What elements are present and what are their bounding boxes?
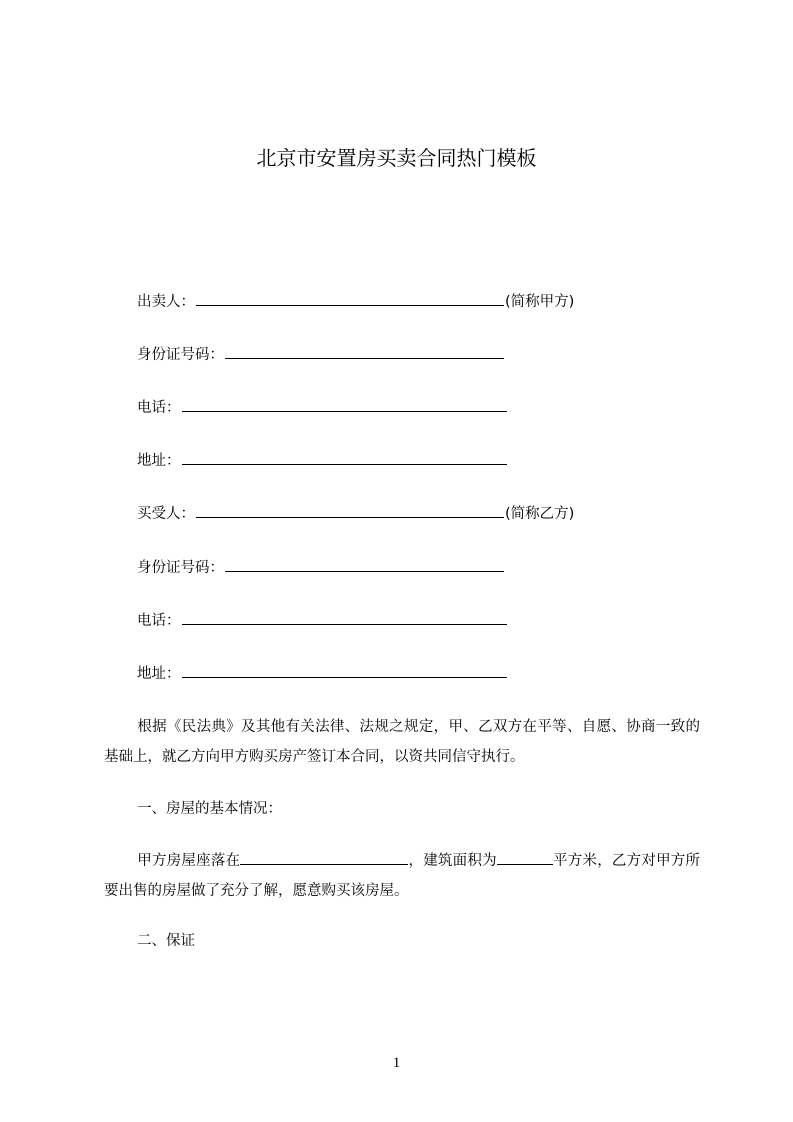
buyer-address-label: 地址： <box>137 666 181 682</box>
buyer-id-field <box>137 557 505 578</box>
seller-id-field <box>137 344 505 365</box>
seller-field <box>137 291 574 312</box>
seller-phone-field <box>137 397 508 418</box>
floor-area-blank[interactable] <box>497 850 553 865</box>
buyer-phone-label: 电话： <box>137 613 181 629</box>
section1-heading: 一、房屋的基本情况： <box>137 801 282 817</box>
seller-phone-label: 电话： <box>137 400 181 416</box>
seller-blank[interactable] <box>196 291 504 306</box>
buyer-phone-field <box>137 610 508 631</box>
seller-id-blank[interactable] <box>225 344 504 359</box>
seller-id-label: 身份证号码： <box>137 347 224 363</box>
document-title: 北京市安置房买卖合同热门模板 <box>256 146 537 170</box>
buyer-id-label: 身份证号码： <box>137 560 224 576</box>
seller-phone-blank[interactable] <box>182 397 507 412</box>
section1-text-c: 平方米，乙方对甲方所要出售的房屋做了充分了解，愿意购买该房屋。 <box>104 853 701 899</box>
seller-address-blank[interactable] <box>182 450 507 465</box>
buyer-address-field <box>137 663 508 684</box>
section1-text-a: 甲方房屋座落在 <box>137 853 241 869</box>
seller-label: 出卖人： <box>137 294 195 310</box>
intro-paragraph <box>104 712 700 772</box>
seller-address-label: 地址： <box>137 453 181 469</box>
buyer-field <box>137 503 574 524</box>
section1-text-b: ，建筑面积为 <box>408 853 497 869</box>
section2-heading: 二、保证 <box>137 933 195 949</box>
property-location-blank[interactable] <box>240 850 408 865</box>
buyer-blank[interactable] <box>196 503 504 518</box>
buyer-label: 买受人： <box>137 506 195 522</box>
page-number: 1 <box>392 1055 401 1071</box>
seller-suffix: (简称甲方) <box>505 294 575 310</box>
buyer-phone-blank[interactable] <box>182 610 507 625</box>
seller-address-field <box>137 450 508 471</box>
buyer-suffix: (简称乙方) <box>505 506 575 522</box>
section1-paragraph <box>104 846 700 906</box>
intro-text: 根据《民法典》及其他有关法律、法规之规定，甲、乙双方在平等、自愿、协商一致的基础上，就乙方向甲方购买房产签订本合同，以资共同信守执行。 <box>104 719 700 765</box>
buyer-address-blank[interactable] <box>182 663 507 678</box>
buyer-id-blank[interactable] <box>225 557 504 572</box>
